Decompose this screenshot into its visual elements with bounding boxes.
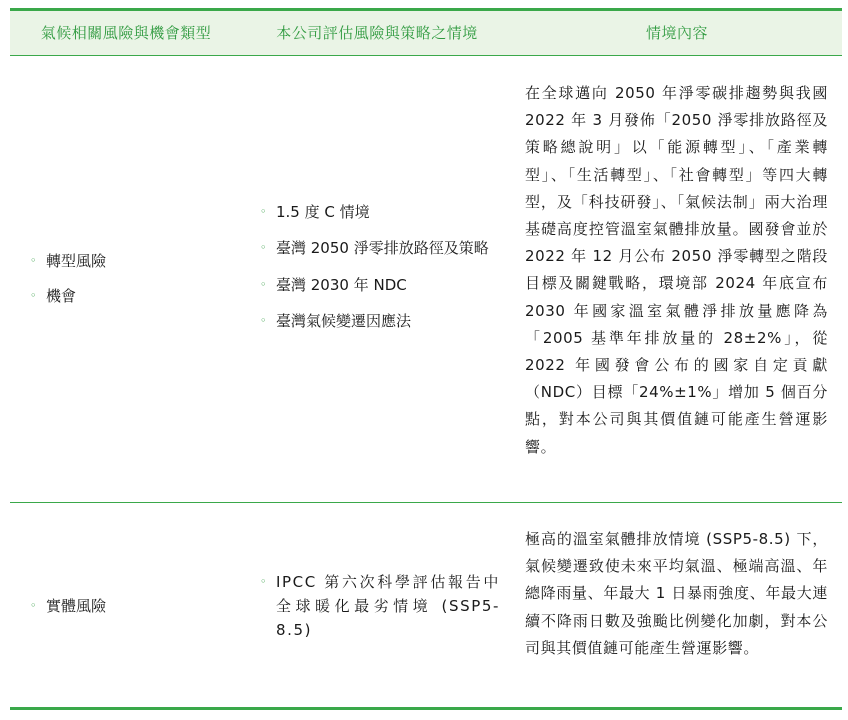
header-scenario-content: 情境內容 — [645, 24, 708, 42]
list-item: ◦ 實體風險 — [30, 594, 230, 618]
row1-scenarios — [260, 200, 500, 333]
list-item: ◦ 臺灣氣候變遷因應法 — [260, 309, 500, 333]
table-bottom-rule — [10, 707, 842, 710]
list-item: ◦ 臺灣 2050 淨零排放路徑及策略 — [260, 236, 500, 260]
row1-content: 在全球邁向 2050 年淨零碳排趨勢與我國 2022 年 3 月發佈「2050 淨零排放路徑及策略總說明」以「能源轉型」、「產業轉型」、「生活轉型」、「社會轉型」等四大轉型，及「科技研發」、「氣候法制」兩大治理基礎高度控管溫室氣體排放量。國發會並於 2022 年 12 月公布 2050 淨零轉型之階段目標及關鍵戰略，環境部 2024 年底宣布 2030 年國家溫室氣體淨排放量應降為「2005 基準年排放量的 28±2%」，從 2022 年國發會公布的國家自定貢獻（NDC）目標「24%±1%」增加 5 個百分點，對本公司與其價值鏈可能產生營運影響。 — [525, 84, 828, 456]
header-divider — [10, 55, 842, 56]
bullet-icon: ◦ — [260, 314, 267, 327]
list-item: ◦ 1.5 度 C 情境 — [260, 200, 500, 224]
bullet-icon: ◦ — [30, 599, 37, 612]
bullet-icon: ◦ — [30, 289, 37, 302]
row2-scenarios — [260, 570, 500, 642]
row2-content: 極高的溫室氣體排放情境 (SSP5-8.5) 下，氣候變遷致使未來平均氣溫、極端高溫、年總降雨量、年最大 1 日暴雨強度、年最大連續不降雨日數及強颱比例變化加劇，對本公司與其價值鏈可能產生營運影響。 — [525, 530, 828, 657]
bullet-icon: ◦ — [260, 241, 267, 254]
header-risk-type: 氣候相關風險與機會類型 — [40, 24, 212, 42]
bullet-icon: ◦ — [30, 254, 37, 267]
bullet-icon: ◦ — [260, 575, 269, 588]
list-item: ◦ 機會 — [30, 284, 230, 308]
bullet-icon: ◦ — [260, 278, 267, 291]
row1-risk-types — [30, 249, 230, 319]
row-divider — [10, 502, 842, 503]
bullet-icon: ◦ — [260, 205, 267, 218]
row2-risk-types — [30, 594, 230, 618]
list-item: ◦ 臺灣 2030 年 NDC — [260, 273, 500, 297]
list-item: ◦ IPCC 第六次科學評估報告中全球暖化最劣情境 (SSP5-8.5) — [260, 570, 500, 642]
header-scenario: 本公司評估風險與策略之情境 — [276, 24, 478, 42]
list-item: ◦ 轉型風險 — [30, 249, 230, 273]
